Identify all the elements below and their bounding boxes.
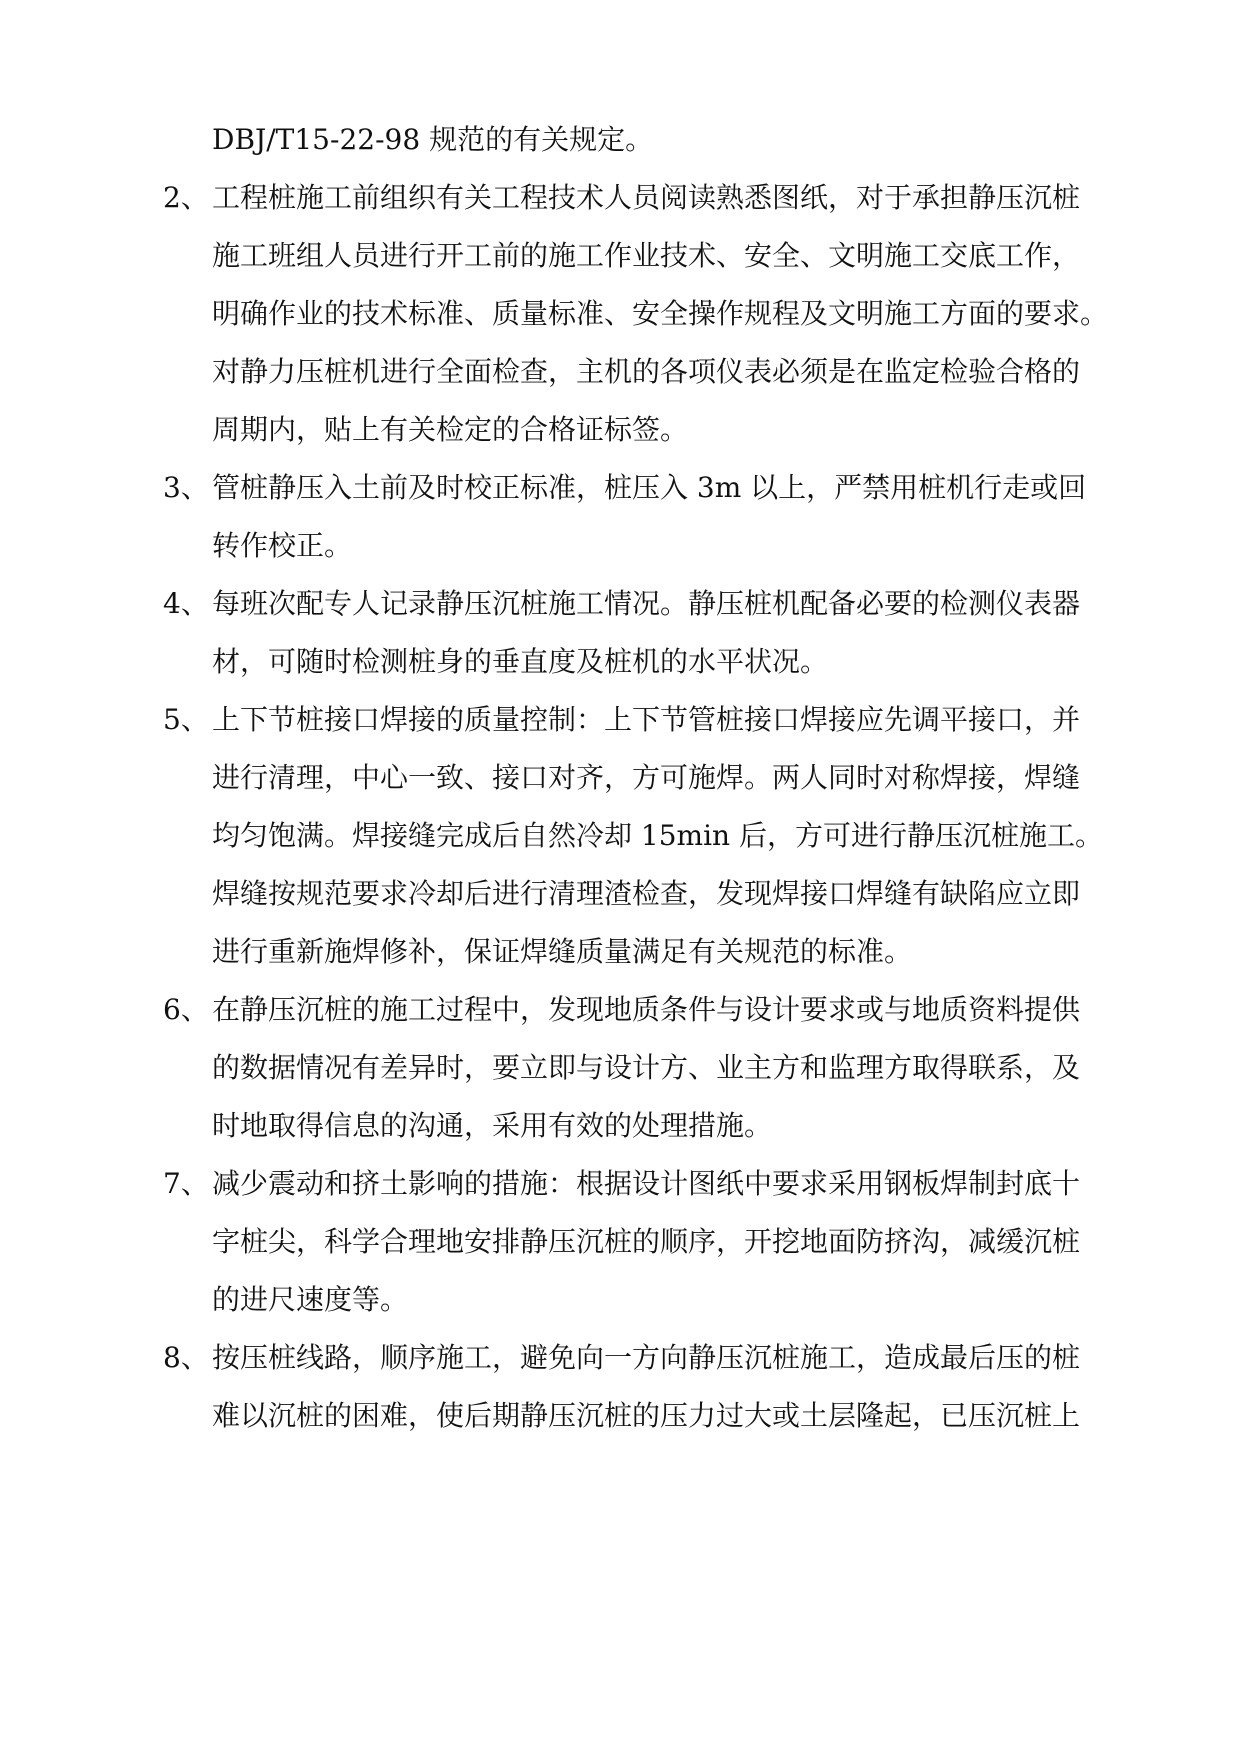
- item-line: 时地取得信息的沟通，采用有效的处理措施。: [212, 1109, 773, 1142]
- item-line: 材，可随时检测桩身的垂直度及桩机的水平状况。: [212, 645, 829, 678]
- item-line: 减少震动和挤土影响的措施：根据设计图纸中要求采用钢板焊制封底十: [212, 1167, 1081, 1200]
- item-line: 工程桩施工前组织有关工程技术人员阅读熟悉图纸，对于承担静压沉桩: [212, 181, 1081, 214]
- item-number: 3、: [163, 471, 209, 504]
- item-number: 4、: [163, 587, 209, 620]
- item-line: 按压桩线路，顺序施工，避免向一方向静压沉桩施工，造成最后压的桩: [212, 1341, 1081, 1374]
- item-line: 的进尺速度等。: [212, 1283, 409, 1316]
- item-line: 均匀饱满。焊接缝完成后自然冷却 15min 后，方可进行静压沉桩施工。: [212, 819, 1103, 852]
- item-line: 每班次配专人记录静压沉桩施工情况。静压桩机配备必要的检测仪表器: [212, 587, 1081, 620]
- item-line: 周期内，贴上有关检定的合格证标签。: [212, 413, 689, 446]
- item-line: 对静力压桩机进行全面检查，主机的各项仪表必须是在监定检验合格的: [212, 355, 1081, 388]
- item-line: 焊缝按规范要求冷却后进行清理渣检查，发现焊接口焊缝有缺陷应立即: [212, 877, 1081, 910]
- item-number: 6、: [163, 993, 209, 1026]
- item-number: 8、: [163, 1341, 209, 1374]
- item-line: 施工班组人员进行开工前的施工作业技术、安全、文明施工交底工作，: [212, 239, 1081, 272]
- item-line: 上下节桩接口焊接的质量控制：上下节管桩接口焊接应先调平接口，并: [212, 703, 1081, 736]
- item-line: 难以沉桩的困难，使后期静压沉桩的压力过大或土层隆起，已压沉桩上: [212, 1399, 1081, 1432]
- item-number: 7、: [163, 1167, 209, 1200]
- item-line: 转作校正。: [212, 529, 353, 562]
- item-line: 字桩尖，科学合理地安排静压沉桩的顺序，开挖地面防挤沟，减缓沉桩: [212, 1225, 1081, 1258]
- item-number: 5、: [163, 703, 209, 736]
- item-line: 的数据情况有差异时，要立即与设计方、业主方和监理方取得联系，及: [212, 1051, 1081, 1084]
- item-line: 明确作业的技术标准、质量标准、安全操作规程及文明施工方面的要求。: [212, 297, 1109, 330]
- item-line: 进行清理，中心一致、接口对齐，方可施焊。两人同时对称焊接，焊缝: [212, 761, 1081, 794]
- item-line: 进行重新施焊修补，保证焊缝质量满足有关规范的标准。: [212, 935, 913, 968]
- intro-line: DBJ/T15-22-98 规范的有关规定。: [212, 123, 654, 156]
- item-number: 2、: [163, 181, 209, 214]
- item-line: 管桩静压入土前及时校正标准，桩压入 3m 以上，严禁用桩机行走或回: [212, 471, 1087, 504]
- item-line: 在静压沉桩的施工过程中，发现地质条件与设计要求或与地质资料提供: [212, 993, 1081, 1026]
